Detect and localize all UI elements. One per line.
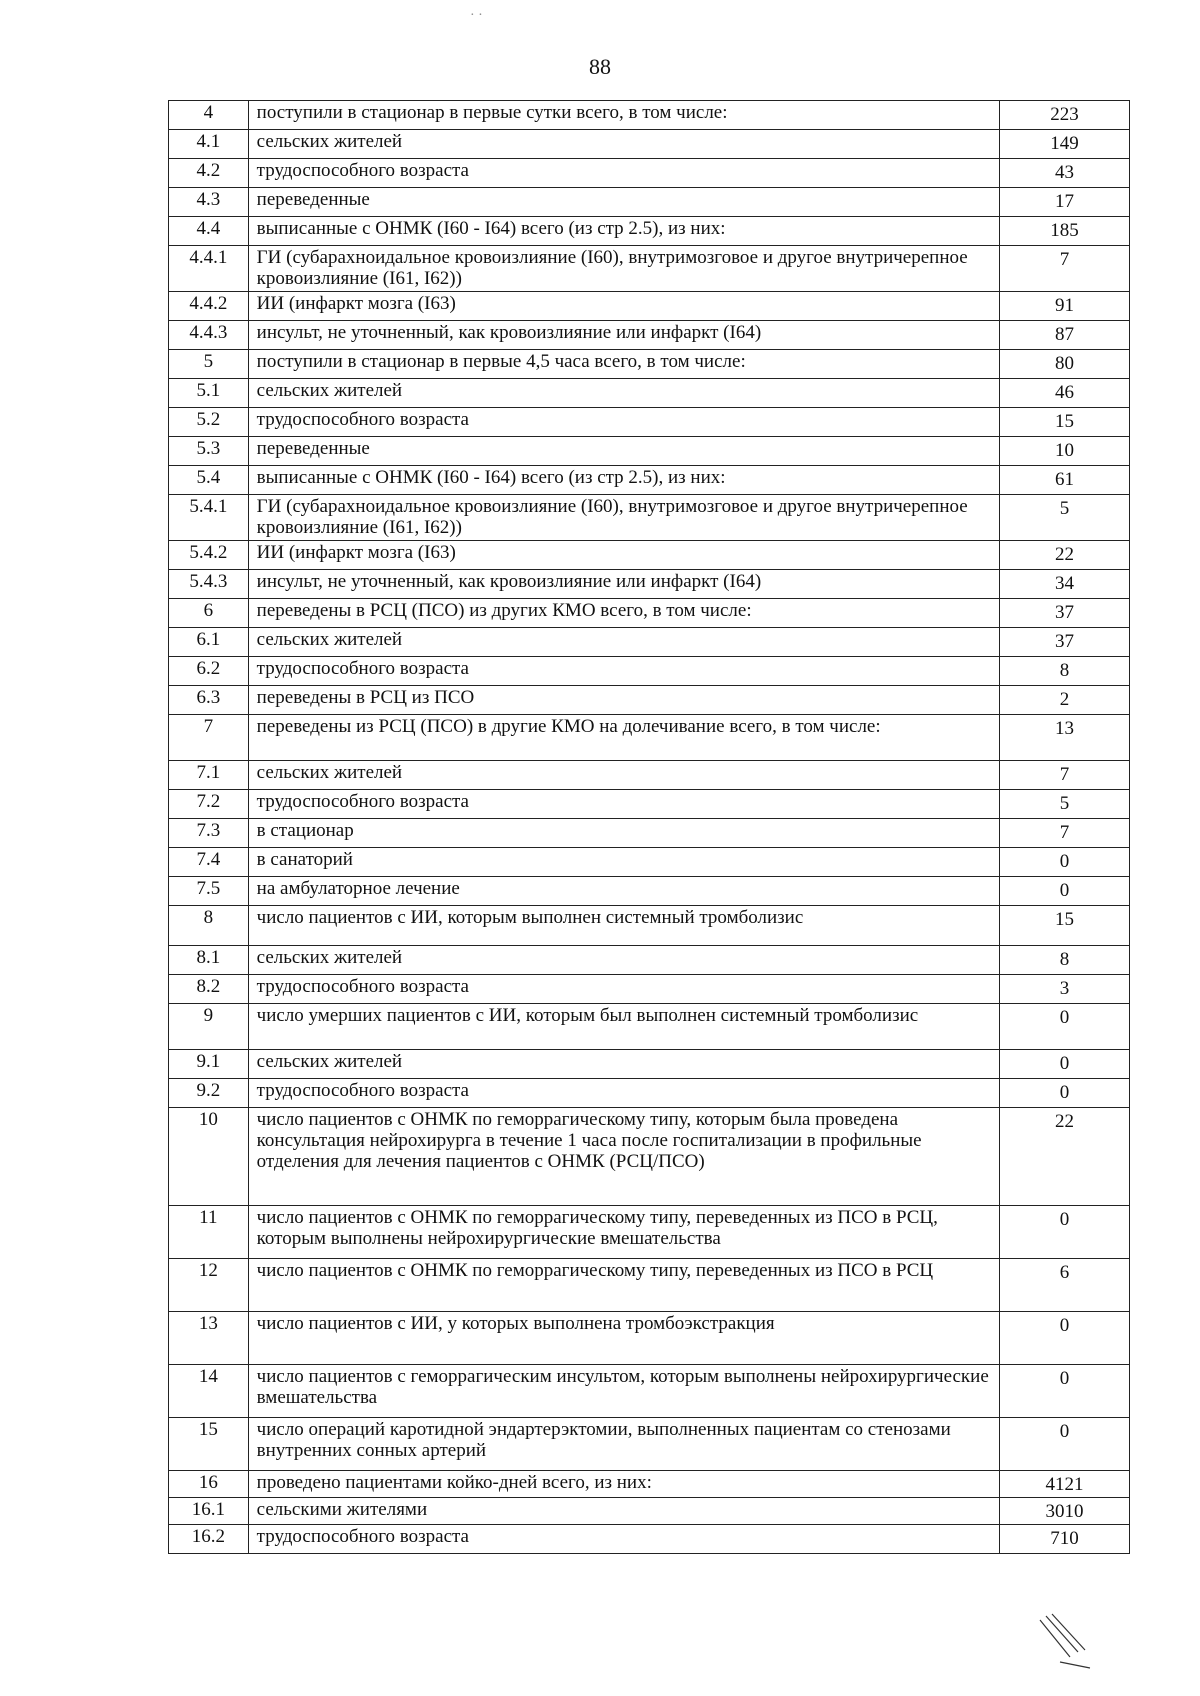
row-number: 5.4.2	[169, 541, 249, 570]
table-row	[169, 1312, 1130, 1365]
row-number: 9.2	[169, 1079, 249, 1108]
row-description: проведено пациентами койко-дней всего, из них:	[248, 1471, 999, 1498]
row-description: сельских жителей	[248, 761, 999, 790]
table-row	[169, 1108, 1130, 1206]
row-number: 5.1	[169, 379, 249, 408]
row-value: 5	[999, 790, 1129, 819]
row-description: трудоспособного возраста	[248, 975, 999, 1004]
row-number: 7.2	[169, 790, 249, 819]
statistics-table	[168, 100, 1130, 1554]
table-row	[169, 906, 1130, 946]
row-value: 15	[999, 906, 1129, 946]
row-number: 7.5	[169, 877, 249, 906]
row-value: 61	[999, 466, 1129, 495]
row-description: трудоспособного возраста	[248, 657, 999, 686]
row-description: сельских жителей	[248, 130, 999, 159]
table-row	[169, 1206, 1130, 1259]
row-value: 87	[999, 321, 1129, 350]
row-value: 8	[999, 657, 1129, 686]
scan-speck: · ·	[470, 8, 483, 23]
row-description: трудоспособного возраста	[248, 1524, 999, 1553]
table-row	[169, 790, 1130, 819]
row-value: 7	[999, 246, 1129, 292]
table-row	[169, 975, 1130, 1004]
row-value: 17	[999, 188, 1129, 217]
row-description: на амбулаторное лечение	[248, 877, 999, 906]
row-value: 10	[999, 437, 1129, 466]
row-value: 37	[999, 628, 1129, 657]
table-row	[169, 877, 1130, 906]
row-number: 8.2	[169, 975, 249, 1004]
row-value: 80	[999, 350, 1129, 379]
row-number: 5	[169, 350, 249, 379]
table-row	[169, 1079, 1130, 1108]
row-description: трудоспособного возраста	[248, 159, 999, 188]
row-value: 3010	[999, 1497, 1129, 1524]
row-description: сельских жителей	[248, 946, 999, 975]
row-value: 3	[999, 975, 1129, 1004]
row-number: 4.4.1	[169, 246, 249, 292]
row-number: 10	[169, 1108, 249, 1206]
row-number: 6.1	[169, 628, 249, 657]
row-value: 43	[999, 159, 1129, 188]
row-description: переведены из РСЦ (ПСО) в другие КМО на долечивание всего, в том числе:	[248, 715, 999, 761]
row-description: ИИ (инфаркт мозга (I63)	[248, 292, 999, 321]
row-description: в стационар	[248, 819, 999, 848]
row-number: 5.4.1	[169, 495, 249, 541]
page-number: 88	[589, 54, 611, 79]
row-number: 7.4	[169, 848, 249, 877]
row-number: 6	[169, 599, 249, 628]
table-row	[169, 188, 1130, 217]
row-number: 11	[169, 1206, 249, 1259]
row-number: 4.1	[169, 130, 249, 159]
row-number: 5.4	[169, 466, 249, 495]
pen-mark	[1030, 1612, 1100, 1672]
row-value: 185	[999, 217, 1129, 246]
row-number: 16	[169, 1471, 249, 1498]
row-description: сельских жителей	[248, 628, 999, 657]
row-description: переведенные	[248, 188, 999, 217]
table-row	[169, 1050, 1130, 1079]
row-number: 12	[169, 1259, 249, 1312]
row-description: переведенные	[248, 437, 999, 466]
row-value: 4121	[999, 1471, 1129, 1498]
row-description: выписанные с ОНМК (I60 - I64) всего (из стр 2.5), из них:	[248, 217, 999, 246]
row-value: 5	[999, 495, 1129, 541]
table-row	[169, 466, 1130, 495]
row-description: поступили в стационар в первые сутки всего, в том числе:	[248, 101, 999, 130]
table-row	[169, 599, 1130, 628]
table-row	[169, 628, 1130, 657]
table-row	[169, 1365, 1130, 1418]
row-value: 7	[999, 819, 1129, 848]
table-row	[169, 495, 1130, 541]
row-number: 4.3	[169, 188, 249, 217]
table-row	[169, 246, 1130, 292]
row-number: 14	[169, 1365, 249, 1418]
row-value: 6	[999, 1259, 1129, 1312]
table-row	[169, 1471, 1130, 1498]
row-description: выписанные с ОНМК (I60 - I64) всего (из стр 2.5), из них:	[248, 466, 999, 495]
row-value: 13	[999, 715, 1129, 761]
table-row	[169, 1524, 1130, 1553]
table-row	[169, 217, 1130, 246]
row-number: 13	[169, 1312, 249, 1365]
row-number: 5.4.3	[169, 570, 249, 599]
table-row	[169, 819, 1130, 848]
row-value: 0	[999, 1365, 1129, 1418]
table-row	[169, 159, 1130, 188]
row-value: 0	[999, 1050, 1129, 1079]
row-value: 0	[999, 1079, 1129, 1108]
row-description: инсульт, не уточненный, как кровоизлияние или инфаркт (I64)	[248, 321, 999, 350]
row-number: 8.1	[169, 946, 249, 975]
row-number: 6.2	[169, 657, 249, 686]
table-row	[169, 350, 1130, 379]
row-value: 7	[999, 761, 1129, 790]
row-number: 4.4	[169, 217, 249, 246]
row-value: 8	[999, 946, 1129, 975]
row-description: число пациентов с ОНМК по геморрагическому типу, переведенных из ПСО в РСЦ, которым выполнены нейрохирургические вмешательства	[248, 1206, 999, 1259]
row-description: сельских жителей	[248, 379, 999, 408]
row-description: число пациентов с геморрагическим инсультом, которым выполнены нейрохирургические вмешательства	[248, 1365, 999, 1418]
table-row	[169, 408, 1130, 437]
row-value: 0	[999, 1312, 1129, 1365]
table-row	[169, 761, 1130, 790]
table-row	[169, 379, 1130, 408]
row-value: 0	[999, 848, 1129, 877]
row-value: 22	[999, 541, 1129, 570]
row-description: число умерших пациентов с ИИ, которым был выполнен системный тромболизис	[248, 1004, 999, 1050]
row-value: 46	[999, 379, 1129, 408]
table-row	[169, 686, 1130, 715]
row-description: число пациентов с ИИ, которым выполнен системный тромболизис	[248, 906, 999, 946]
row-description: сельскими жителями	[248, 1497, 999, 1524]
row-description: переведены в РСЦ из ПСО	[248, 686, 999, 715]
row-value: 91	[999, 292, 1129, 321]
row-value: 0	[999, 877, 1129, 906]
row-number: 5.3	[169, 437, 249, 466]
table-row	[169, 541, 1130, 570]
row-description: поступили в стационар в первые 4,5 часа всего, в том числе:	[248, 350, 999, 379]
row-description: инсульт, не уточненный, как кровоизлияние или инфаркт (I64)	[248, 570, 999, 599]
row-value: 0	[999, 1418, 1129, 1471]
row-value: 0	[999, 1206, 1129, 1259]
row-value: 710	[999, 1524, 1129, 1553]
table-row	[169, 1259, 1130, 1312]
table-row	[169, 101, 1130, 130]
row-description: переведены в РСЦ (ПСО) из других КМО всего, в том числе:	[248, 599, 999, 628]
row-value: 37	[999, 599, 1129, 628]
table-row	[169, 130, 1130, 159]
row-number: 7.1	[169, 761, 249, 790]
row-number: 8	[169, 906, 249, 946]
row-number: 4.4.2	[169, 292, 249, 321]
row-number: 15	[169, 1418, 249, 1471]
table-row	[169, 1004, 1130, 1050]
row-value: 15	[999, 408, 1129, 437]
row-description: число пациентов с ОНМК по геморрагическому типу, которым была проведена консультация нейрохирурга в течение 1 часа после госпитализации в профильные отделения для лечения пациентов с ОНМК (РСЦ/ПСО)	[248, 1108, 999, 1206]
table-row	[169, 848, 1130, 877]
table-row	[169, 437, 1130, 466]
row-description: число пациентов с ИИ, у которых выполнена тромбоэкстракция	[248, 1312, 999, 1365]
row-number: 7	[169, 715, 249, 761]
row-value: 0	[999, 1004, 1129, 1050]
row-description: ГИ (субарахноидальное кровоизлияние (I60), внутримозговое и другое внутричерепное кровоизлияние (I61, I62))	[248, 246, 999, 292]
table-row	[169, 321, 1130, 350]
row-description: трудоспособного возраста	[248, 1079, 999, 1108]
row-number: 4.4.3	[169, 321, 249, 350]
row-value: 22	[999, 1108, 1129, 1206]
table-row	[169, 292, 1130, 321]
row-number: 5.2	[169, 408, 249, 437]
row-number: 9.1	[169, 1050, 249, 1079]
table-row	[169, 946, 1130, 975]
row-value: 2	[999, 686, 1129, 715]
row-number: 6.3	[169, 686, 249, 715]
row-description: число пациентов с ОНМК по геморрагическому типу, переведенных из ПСО в РСЦ	[248, 1259, 999, 1312]
row-description: ГИ (субарахноидальное кровоизлияние (I60), внутримозговое и другое внутричерепное кровоизлияние (I61, I62))	[248, 495, 999, 541]
row-description: ИИ (инфаркт мозга (I63)	[248, 541, 999, 570]
table-body	[169, 101, 1130, 1554]
table-row	[169, 715, 1130, 761]
row-value: 223	[999, 101, 1129, 130]
row-number: 16.2	[169, 1524, 249, 1553]
row-number: 9	[169, 1004, 249, 1050]
table-row	[169, 570, 1130, 599]
table-row	[169, 1497, 1130, 1524]
row-description: трудоспособного возраста	[248, 408, 999, 437]
row-description: число операций каротидной эндартерэктомии, выполненных пациентам со стенозами внутренних сонных артерий	[248, 1418, 999, 1471]
table-row	[169, 657, 1130, 686]
row-number: 4.2	[169, 159, 249, 188]
row-description: в санаторий	[248, 848, 999, 877]
row-number: 4	[169, 101, 249, 130]
row-description: трудоспособного возраста	[248, 790, 999, 819]
row-value: 34	[999, 570, 1129, 599]
row-number: 16.1	[169, 1497, 249, 1524]
row-description: сельских жителей	[248, 1050, 999, 1079]
row-number: 7.3	[169, 819, 249, 848]
table-row	[169, 1418, 1130, 1471]
row-value: 149	[999, 130, 1129, 159]
